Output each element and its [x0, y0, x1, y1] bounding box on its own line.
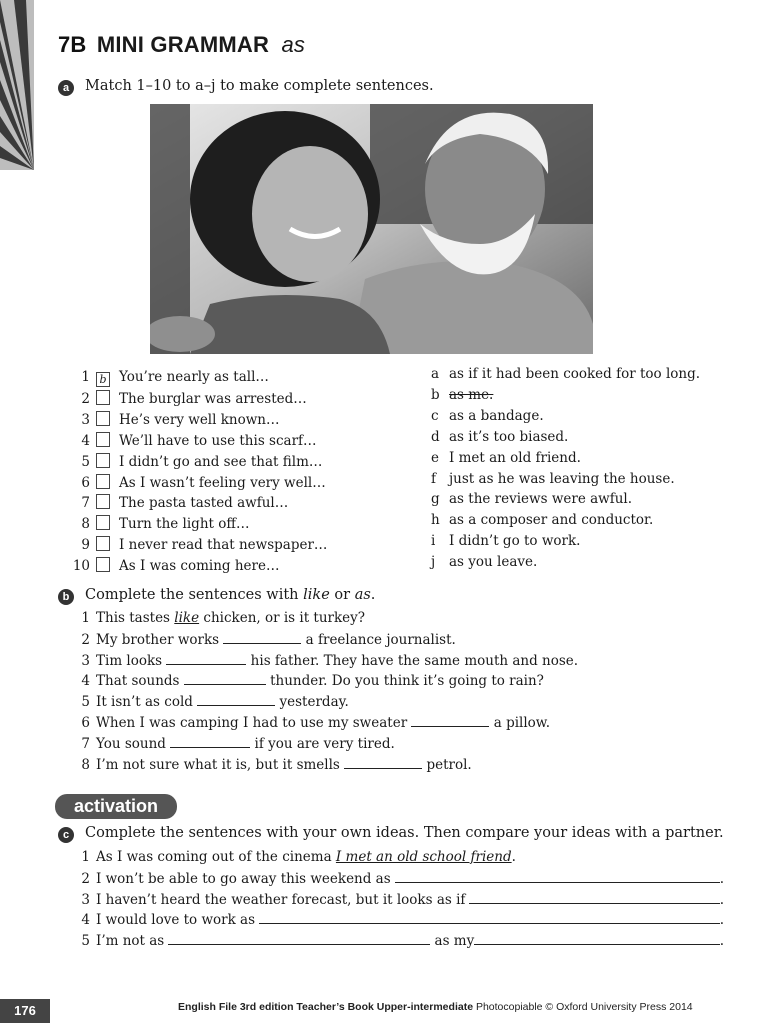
match-item-right	[431, 491, 632, 507]
activation-label: activation	[55, 794, 177, 819]
item-text: The burglar was arrested…	[119, 390, 307, 407]
item-text: We’ll have to use this scarf…	[119, 432, 317, 449]
answer-blank[interactable]	[168, 932, 430, 945]
match-item-right	[431, 512, 653, 528]
answer-blank[interactable]	[170, 735, 250, 748]
page-number: 176	[0, 999, 50, 1023]
item-number: 9	[81, 537, 90, 554]
page-title	[58, 32, 305, 58]
item-text: I didn’t go to work.	[449, 533, 581, 550]
item-number: 5	[81, 453, 90, 470]
example-answer: like	[174, 610, 200, 626]
answer-blank[interactable]	[166, 652, 246, 665]
photo-boy-and-grandfather	[150, 104, 593, 354]
item-text: As I was coming out of the cinema	[96, 849, 336, 865]
match-item-left	[70, 515, 249, 532]
footer-credit	[178, 1001, 693, 1013]
item-text: as it’s too biased.	[449, 428, 569, 445]
unit-number: 7B	[58, 32, 87, 57]
item-number: 7	[81, 735, 90, 752]
item-number: 5	[81, 933, 90, 950]
match-item-left	[70, 474, 326, 491]
item-number: 3	[81, 652, 90, 669]
answer-blank[interactable]	[344, 756, 422, 769]
exercise-item	[70, 610, 365, 626]
item-number: 3	[81, 411, 90, 428]
keyword-like: like	[303, 587, 330, 603]
answer-box[interactable]	[96, 474, 110, 489]
item-letter: d	[431, 428, 440, 445]
item-text: You’re nearly as tall…	[119, 369, 269, 385]
item-text: just as he was leaving the house.	[449, 470, 675, 487]
item-letter: i	[431, 533, 436, 550]
item-letter: f	[431, 470, 436, 487]
item-text-end: .	[719, 933, 724, 950]
item-text: as if it had been cooked for too long.	[449, 366, 701, 382]
item-letter: j	[431, 554, 436, 571]
item-text: as a composer and conductor.	[449, 512, 654, 529]
item-number: 2	[81, 390, 90, 407]
section-b-badge: b	[58, 589, 74, 605]
answer-blank[interactable]	[469, 891, 719, 904]
exercise-item	[70, 891, 724, 908]
match-item-left	[70, 432, 317, 449]
answer-box[interactable]	[96, 536, 110, 551]
answer-blank[interactable]	[184, 672, 266, 685]
item-text: I won’t be able to go away this weekend as	[96, 870, 391, 887]
exercise-item	[70, 735, 395, 752]
answer-blank[interactable]	[197, 693, 275, 706]
match-item-right	[431, 387, 493, 403]
match-item-right	[431, 408, 544, 424]
item-number: 4	[81, 432, 90, 449]
title-text: MINI GRAMMAR	[96, 32, 270, 57]
answer-blank[interactable]	[411, 714, 489, 727]
item-text-end: a pillow.	[489, 715, 551, 731]
item-text-end: .	[511, 849, 516, 865]
exercise-item	[70, 756, 472, 773]
match-item-right	[431, 450, 581, 466]
item-text: I didn’t go and see that film…	[119, 453, 323, 470]
item-text: That sounds	[96, 673, 184, 690]
item-text-end: if you are very tired.	[250, 735, 395, 752]
item-text-end: a freelance journalist.	[301, 631, 456, 648]
match-item-right	[431, 429, 568, 445]
match-item-left	[70, 390, 307, 407]
item-letter: h	[431, 512, 440, 529]
instruction-period: .	[370, 587, 376, 603]
item-number: 5	[81, 694, 90, 711]
item-number: 1	[81, 610, 90, 626]
item-text-end: petrol.	[422, 756, 472, 773]
item-number: 6	[81, 474, 90, 491]
item-number: 8	[81, 756, 90, 773]
item-text-end: .	[719, 891, 724, 908]
section-a-badge: a	[58, 80, 74, 96]
match-item-left	[70, 453, 322, 470]
corner-sunburst-decoration	[0, 0, 34, 170]
section-a-instruction: Match 1–10 to a–j to make complete sentences.	[85, 78, 434, 94]
item-text: Turn the light off…	[119, 516, 250, 533]
match-item-right	[431, 471, 675, 487]
answer-box[interactable]	[96, 432, 110, 447]
exercise-item	[70, 714, 550, 731]
instruction-text: Complete the sentences with	[85, 587, 304, 603]
match-item-left	[70, 369, 269, 387]
item-text: as you leave.	[449, 554, 538, 571]
item-number: 10	[72, 558, 90, 575]
item-number: 2	[81, 631, 90, 648]
answer-box[interactable]: b	[96, 372, 110, 387]
section-c-instruction: Complete the sentences with your own ideas. Then compare your ideas with a partner.	[85, 825, 724, 841]
item-text: You sound	[96, 735, 171, 752]
match-item-left	[70, 494, 288, 511]
exercise-item	[70, 631, 456, 648]
answer-blank[interactable]	[223, 631, 301, 644]
answer-box[interactable]	[96, 557, 110, 572]
exercise-item	[70, 932, 724, 949]
answer-box[interactable]	[96, 494, 110, 509]
item-text: As I was coming here…	[119, 558, 280, 575]
exercise-item	[70, 911, 724, 928]
item-letter: c	[431, 407, 439, 424]
match-item-right	[431, 554, 537, 570]
item-text-end: thunder. Do you think it’s going to rain?	[265, 673, 544, 690]
item-text: When I was camping I had to use my sweater	[96, 715, 412, 731]
example-answer: I met an old school friend	[335, 849, 512, 865]
answer-box[interactable]	[96, 453, 110, 468]
item-text-end: .	[719, 912, 724, 929]
item-number: 6	[81, 715, 90, 731]
keyword-as: as	[354, 587, 371, 603]
item-text: As I wasn’t feeling very well…	[119, 474, 326, 491]
footer-book-title: English File 3rd edition Teacher’s Book Upper-intermediate	[178, 1001, 474, 1013]
item-text: I never read that newspaper…	[119, 537, 328, 554]
item-text: He’s very well known…	[119, 411, 280, 428]
instruction-or: or	[329, 587, 355, 603]
item-number: 1	[81, 849, 90, 865]
item-text-mid: as my	[430, 933, 475, 950]
exercise-item	[70, 672, 544, 689]
item-text: I would love to work as	[96, 912, 256, 929]
item-number: 3	[81, 891, 90, 908]
item-text-end: .	[719, 870, 724, 887]
item-number: 1	[81, 369, 90, 385]
item-text-end: chicken, or is it turkey?	[199, 610, 366, 626]
item-text: as the reviews were awful.	[449, 491, 633, 508]
item-number: 7	[81, 495, 90, 512]
item-text: I met an old friend.	[449, 449, 581, 466]
footer-copyright: Photocopiable © Oxford University Press 2014	[473, 1001, 693, 1013]
item-text: Tim looks	[96, 652, 167, 669]
item-letter: a	[431, 366, 440, 382]
item-text: The pasta tasted awful…	[119, 495, 289, 512]
section-b-instruction	[85, 587, 375, 603]
item-letter: e	[431, 449, 439, 466]
exercise-item	[70, 693, 349, 710]
item-text: It isn’t as cold	[96, 694, 198, 711]
match-item-right	[431, 533, 580, 549]
item-number: 4	[81, 912, 90, 929]
item-text-end: his father. They have the same mouth and nose.	[246, 652, 579, 669]
exercise-item	[70, 849, 516, 865]
item-text: as a bandage.	[449, 407, 544, 424]
answer-box[interactable]	[96, 515, 110, 530]
answer-box[interactable]	[96, 390, 110, 405]
item-text: My brother works	[96, 631, 224, 648]
item-text: I’m not as	[96, 933, 165, 950]
match-item-left	[70, 411, 279, 428]
item-letter: g	[431, 491, 440, 508]
item-number: 8	[81, 516, 90, 533]
item-text: I haven’t heard the weather forecast, but it looks as if	[96, 891, 466, 908]
exercise-item	[70, 870, 724, 887]
item-text: as me.	[449, 386, 494, 403]
match-item-left	[70, 536, 327, 553]
match-item-right	[431, 366, 700, 382]
section-c-badge: c	[58, 827, 74, 843]
answer-blank[interactable]	[474, 932, 719, 945]
exercise-item	[70, 652, 578, 669]
item-text: This tastes	[96, 610, 175, 626]
answer-blank[interactable]	[395, 870, 720, 883]
item-letter: b	[431, 386, 440, 403]
item-number: 4	[81, 673, 90, 690]
answer-box[interactable]	[96, 411, 110, 426]
item-text-end: yesterday.	[275, 694, 349, 711]
match-item-left	[70, 557, 279, 574]
item-number: 2	[81, 870, 90, 887]
answer-blank[interactable]	[259, 911, 720, 924]
title-keyword: as	[281, 32, 306, 57]
item-text: I’m not sure what it is, but it smells	[96, 756, 345, 773]
